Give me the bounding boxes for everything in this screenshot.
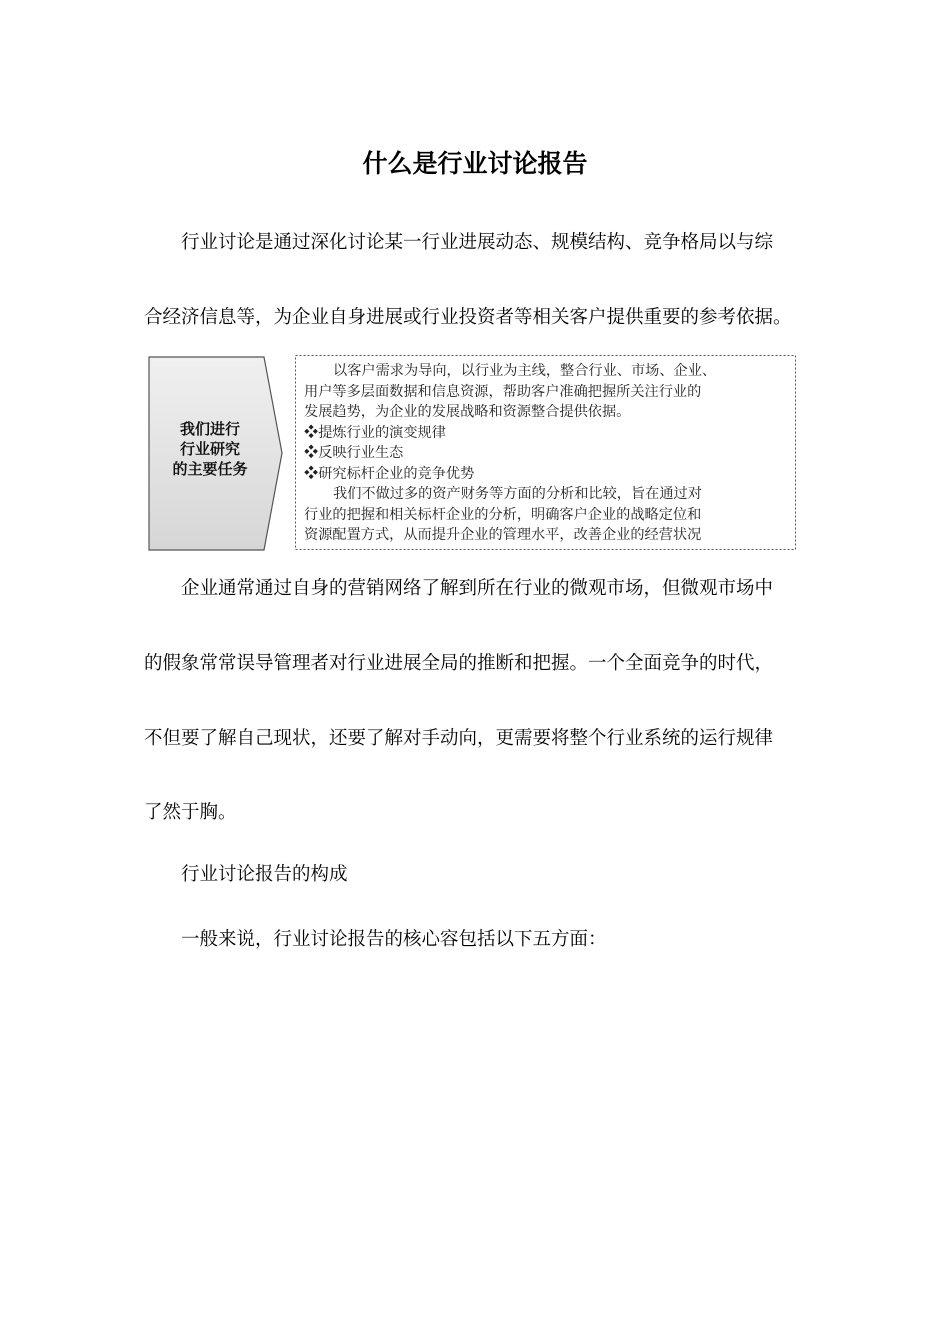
body-line-3: 不但要了解自己现状，还要了解对手动向，更需要将整个行业系统的运行规律 xyxy=(144,728,774,749)
body-line-2: 的假象常常误导管理者对行业进展全局的推断和把握。一个全面竞争的时代， xyxy=(144,653,774,674)
box-line: 我们不做过多的资产财务等方面的分析和比较，旨在通过对 xyxy=(333,486,702,502)
body-line-4: 了然于胸。 xyxy=(144,802,237,823)
research-task-figure xyxy=(148,355,800,551)
box-line: 行业的把握和相关标杆企业的分析，明确客户企业的战略定位和 xyxy=(304,506,702,523)
page-title: 什么是行业讨论报告 xyxy=(362,149,588,178)
bullet-item: ❖研究标杆企业的竞争优势 xyxy=(304,465,475,482)
intro-line-2: 合经济信息等，为企业自身进展或行业投资者等相关客户提供重要的参考依据。 xyxy=(144,307,792,328)
box-line: 发展趋势，为企业的发展战略和资源整合提供依据。 xyxy=(304,404,631,420)
bullet-item: ❖反映行业生态 xyxy=(304,445,404,461)
intro-line-1: 行业讨论是通过深化讨论某一行业进展动态、规模结构、竞争格局以与综 xyxy=(181,232,774,253)
task-label-line: 的主要任务 xyxy=(172,460,248,478)
task-label-line: 行业研究 xyxy=(179,440,240,458)
box-line: 资源配置方式，从而提升企业的管理水平，改善企业的经营状况 xyxy=(304,527,702,543)
task-label-line: 我们进行 xyxy=(179,420,240,438)
bullet-item: ❖提炼行业的演变规律 xyxy=(304,424,446,441)
section-heading: 行业讨论报告的构成 xyxy=(181,864,348,885)
section-intro: 一般来说，行业讨论报告的核心容包括以下五方面： xyxy=(181,929,607,950)
task-label xyxy=(148,419,272,479)
task-description-text xyxy=(304,361,790,546)
body-line-1: 企业通常通过自身的营销网络了解到所在行业的微观市场，但微观市场中 xyxy=(181,578,774,599)
box-line: 以客户需求为导向，以行业为主线，整合行业、市场、企业、 xyxy=(333,363,717,379)
box-line: 用户等多层面数据和信息资源，帮助客户准确把握所关注行业的 xyxy=(304,383,702,400)
